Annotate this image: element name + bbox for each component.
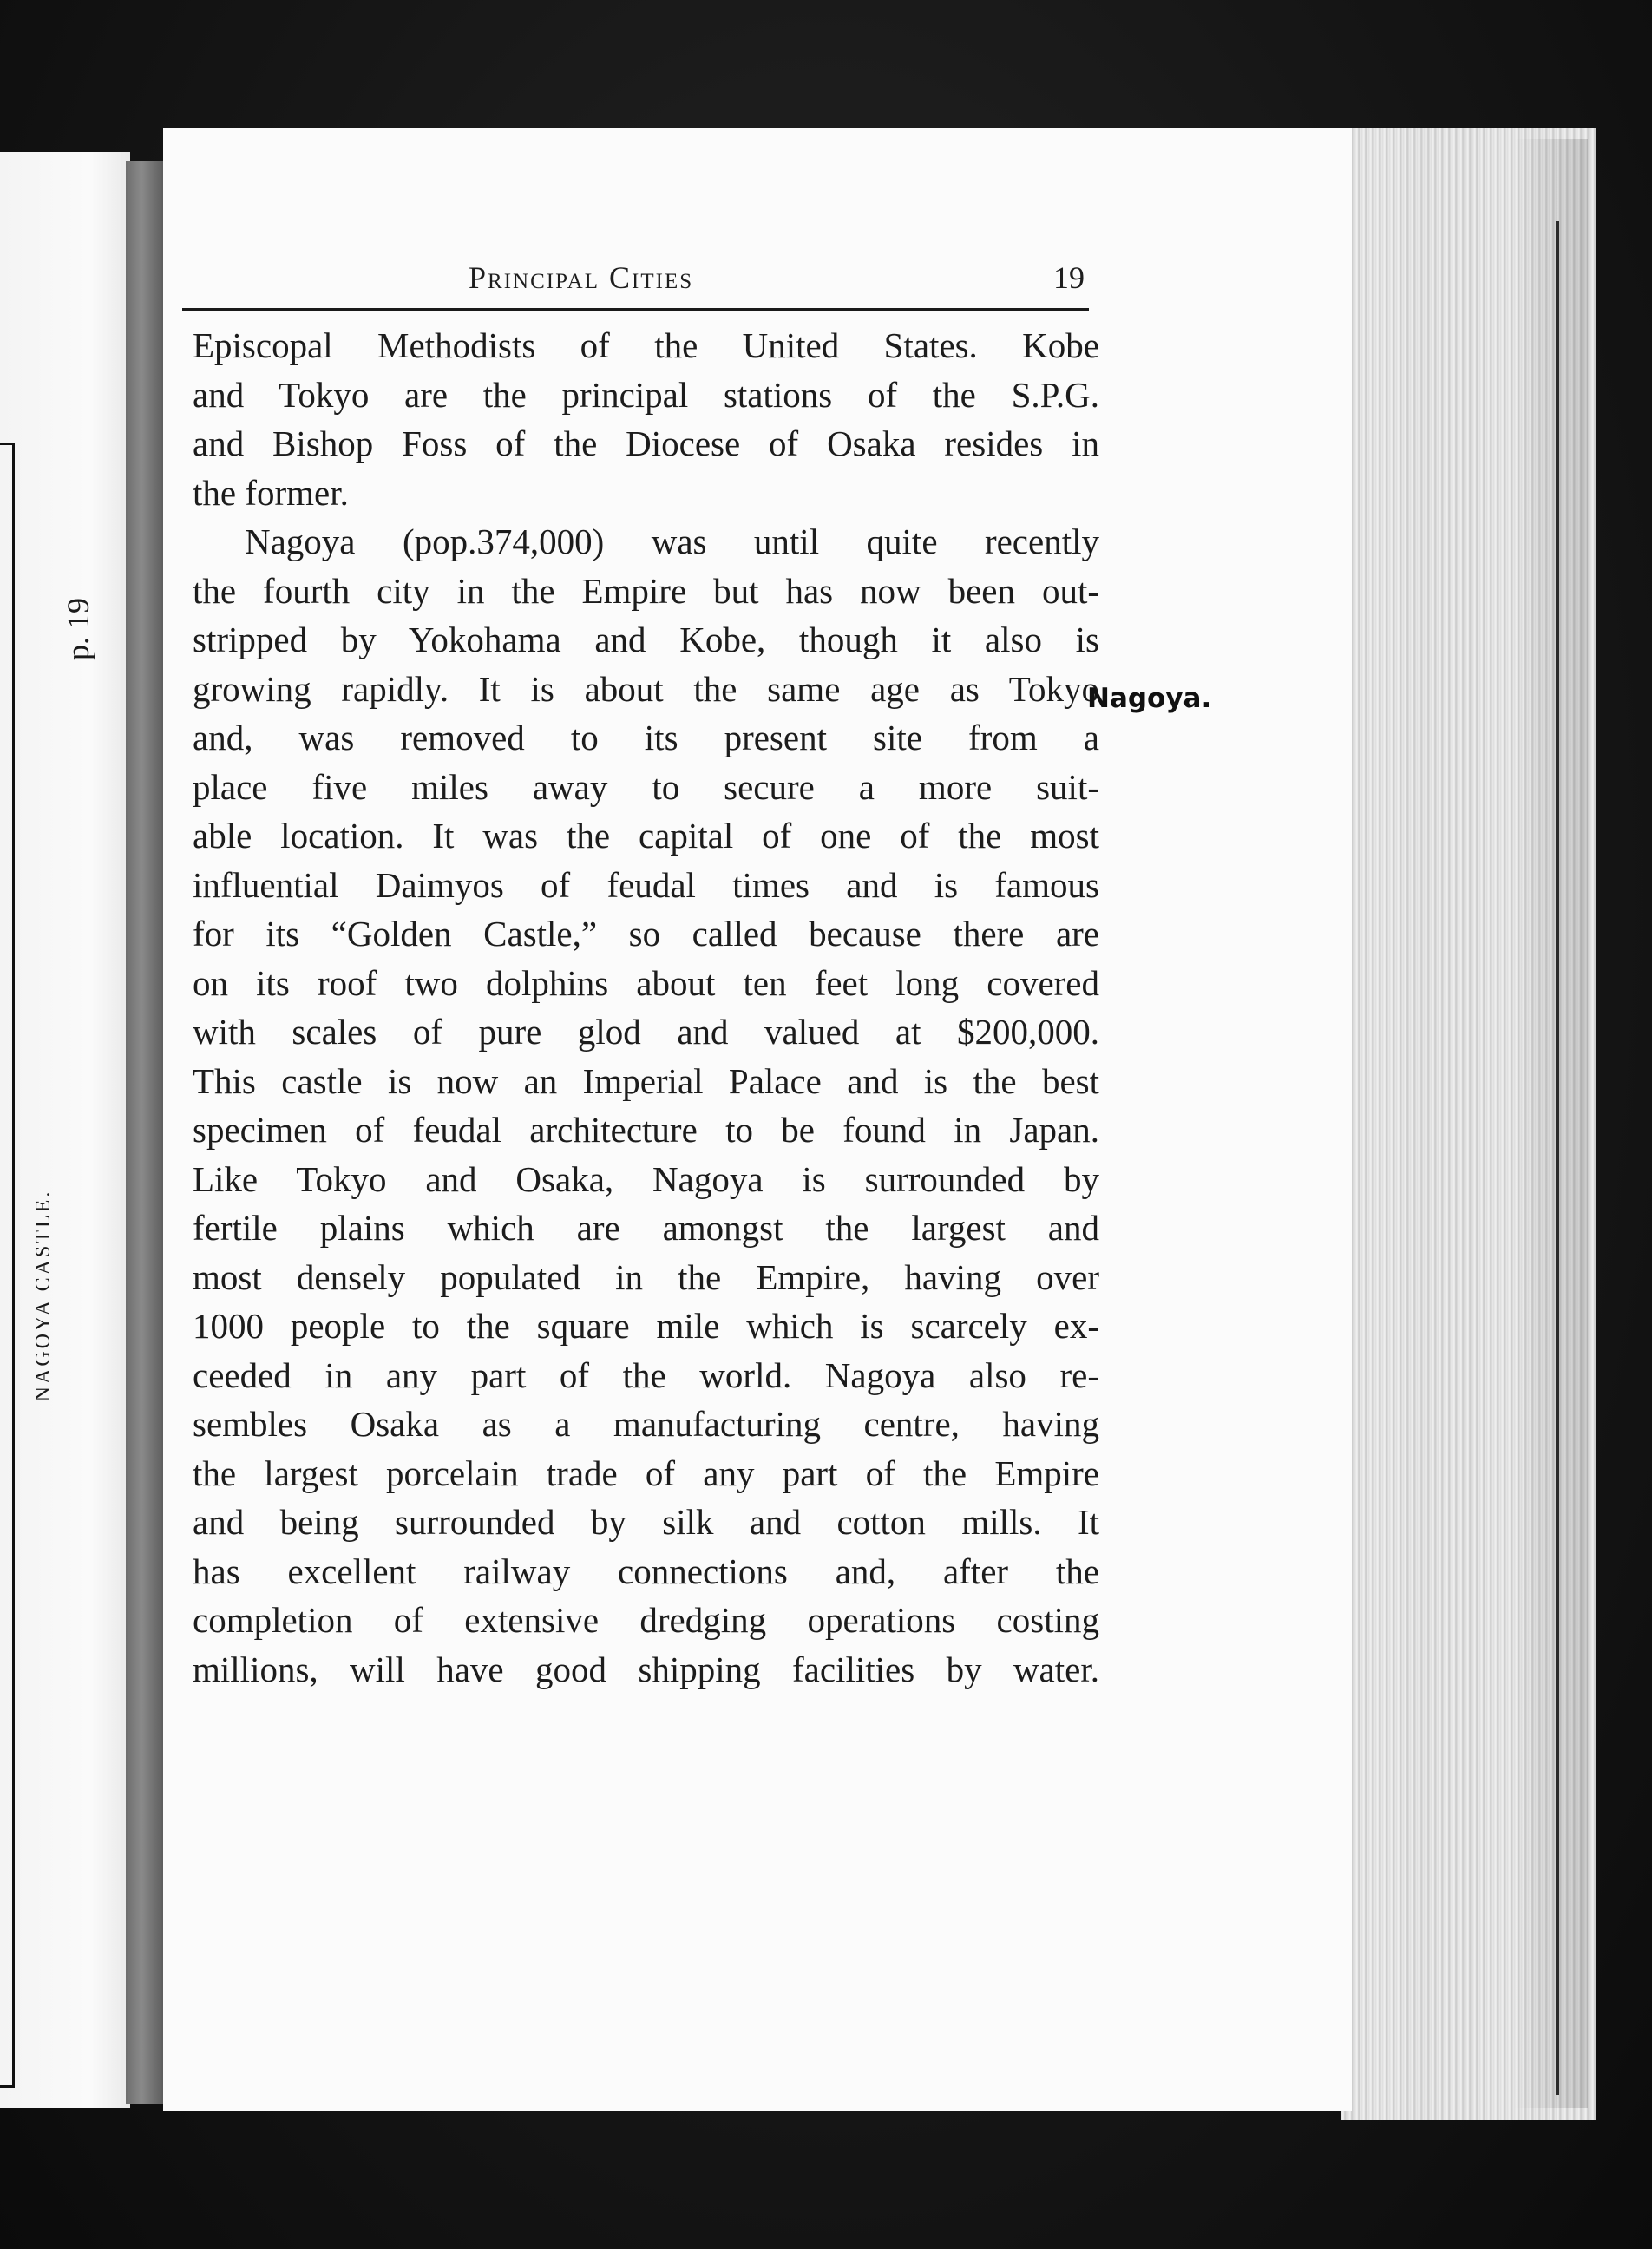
text-line: influential Daimyos of feudal times and is famous xyxy=(193,864,1099,905)
text-line: This castle is now an Imperial Palace and is the best xyxy=(193,1060,1099,1101)
text-line: growing rapidly. It is about the same age as Tokyo xyxy=(193,668,1099,709)
text-line: with scales of pure glod and valued at $200,000. xyxy=(193,1012,1099,1052)
text-line: and being surrounded by silk and cotton mills. It xyxy=(193,1502,1099,1542)
text-line: Nagoya (pop.374,000) was until quite recently xyxy=(245,521,1099,561)
running-head xyxy=(182,256,1089,311)
text-line: ceeded in any part of the world. Nagoya also re- xyxy=(193,1354,1099,1395)
text-line: millions, will have good shipping facilities by water. xyxy=(193,1649,1099,1689)
text-line: completion of extensive dredging operations costing xyxy=(193,1600,1099,1640)
text-line: able location. It was the capital of one of the most xyxy=(193,816,1099,856)
text-line: most densely populated in the Empire, having over xyxy=(193,1256,1099,1297)
text-line: 1000 people to the square mile which is scarcely ex- xyxy=(193,1306,1099,1346)
previous-page xyxy=(0,152,130,2108)
plate-frame xyxy=(0,443,15,2088)
running-title: Principal Cities xyxy=(469,260,694,295)
page-number: 19 xyxy=(1053,260,1085,295)
text-line: sembles Osaka as a manufacturing centre, having xyxy=(193,1404,1099,1444)
text-line: the fourth city in the Empire but has now been out- xyxy=(193,570,1099,611)
body-text xyxy=(193,321,1099,1694)
text-line: stripped by Yokohama and Kobe, though it also is xyxy=(193,620,1099,659)
text-line: the largest porcelain trade of any part of the Empire xyxy=(193,1452,1099,1493)
text-line: place five miles away to secure a more suit- xyxy=(193,766,1099,807)
text-line: for its “Golden Castle,” so called because there are xyxy=(193,914,1099,954)
text-line: Episcopal Methodists of the United States. Kobe xyxy=(193,325,1099,365)
text-line: and Tokyo are the principal stations of the S.P.G. xyxy=(193,374,1099,415)
plate-page-reference: p. 19 xyxy=(61,598,95,660)
text-line: on its roof two dolphins about ten feet long covered xyxy=(193,962,1099,1003)
plate-caption: NAGOYA CASTLE. xyxy=(32,1189,55,1402)
text-line: the former. xyxy=(193,472,349,513)
book-gutter xyxy=(126,161,165,2104)
text-line: Like Tokyo and Osaka, Nagoya is surrounded by xyxy=(193,1158,1099,1199)
text-line: fertile plains which are amongst the largest and xyxy=(193,1208,1099,1248)
text-line: and Bishop Foss of the Diocese of Osaka resides in xyxy=(193,423,1099,463)
page-edges-shadow xyxy=(1514,139,1588,2108)
margin-sidenote: Nagoya. xyxy=(1087,683,1212,714)
text-line: and, was removed to its present site from a xyxy=(193,718,1099,757)
text-line: has excellent railway connections and, after the xyxy=(193,1551,1099,1591)
page-edge-line xyxy=(1556,221,1559,2095)
text-line: specimen of feudal architecture to be found in Japan. xyxy=(193,1110,1099,1150)
